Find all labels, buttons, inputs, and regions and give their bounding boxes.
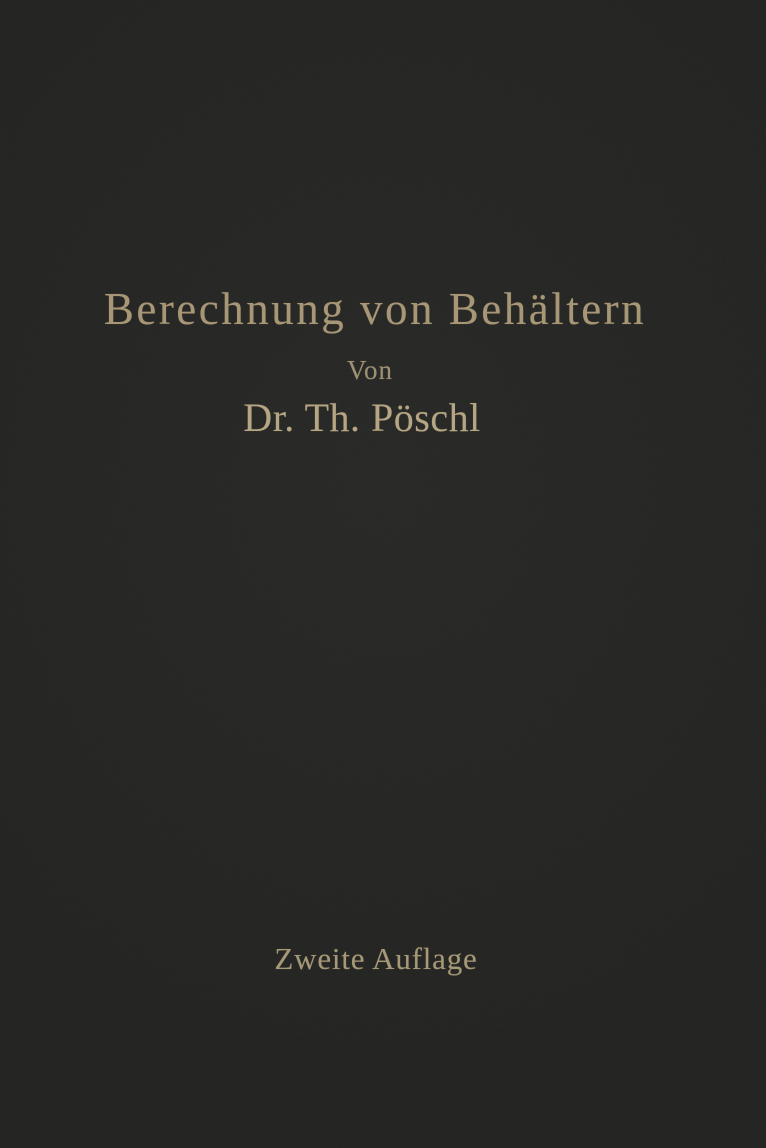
byline: Von xyxy=(346,355,394,385)
edition-label: Zweite Auflage xyxy=(274,941,478,976)
book-title: Berechnung von Behältern xyxy=(103,284,647,334)
author-name: Dr. Th. Pöschl xyxy=(243,395,481,440)
